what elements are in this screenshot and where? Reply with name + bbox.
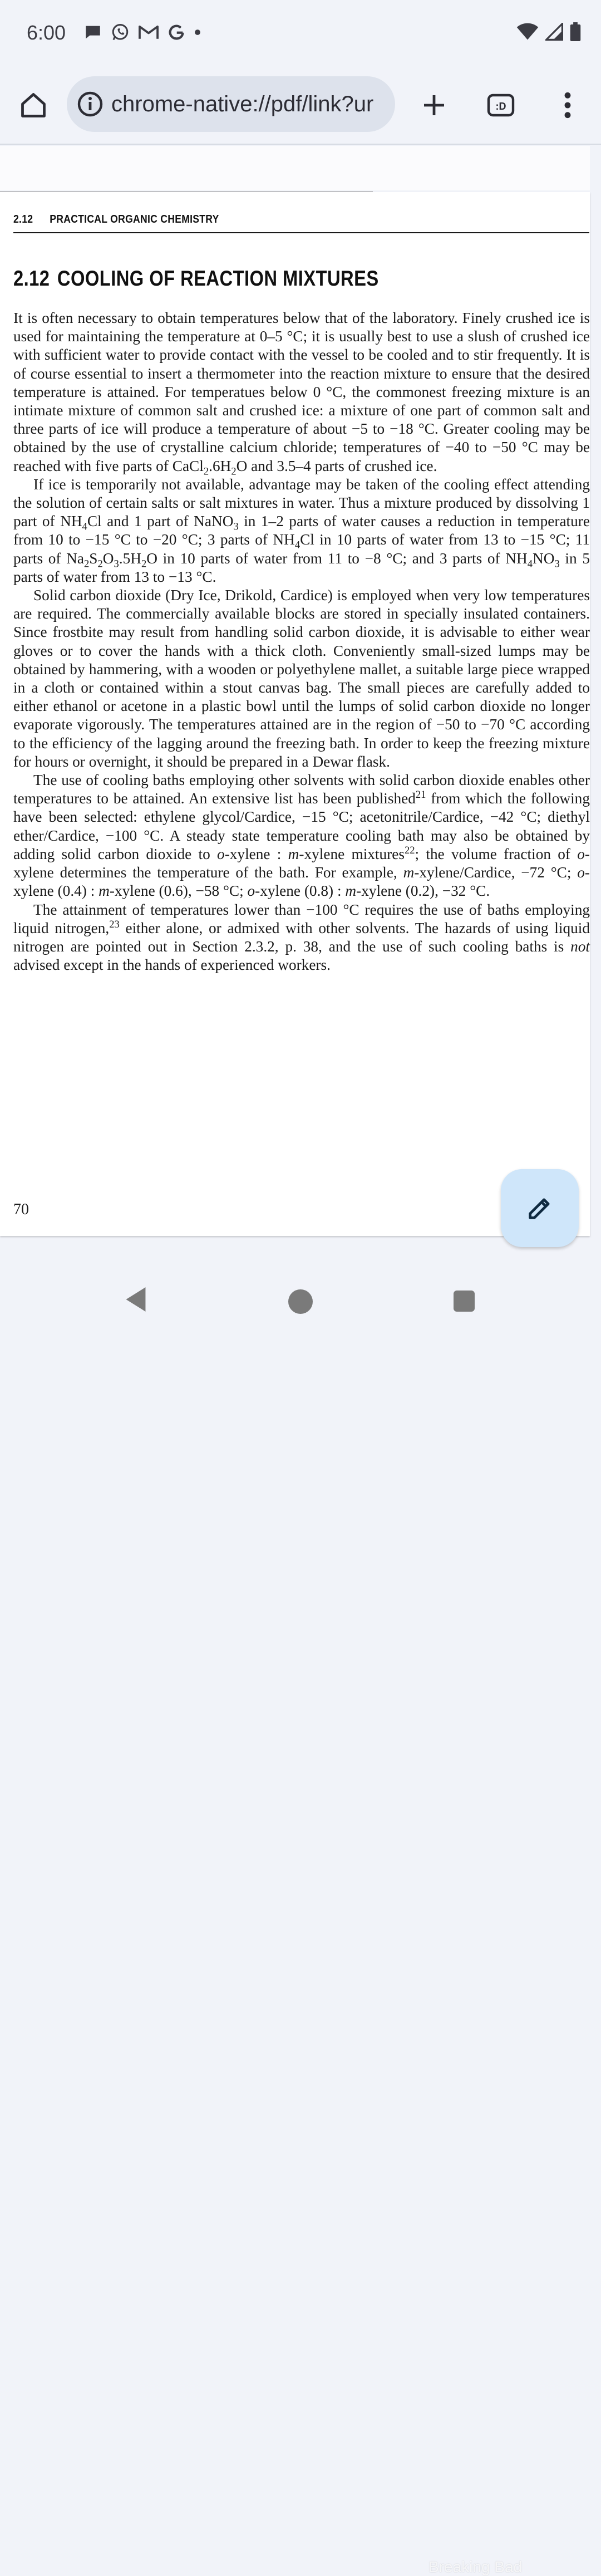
text-run: O in 10 parts of water from 11 to −8 °C; and 3 parts of NH [146, 549, 528, 567]
toolbar-divider [0, 144, 601, 145]
text-run: -xylene (0.6), −58 °C; [109, 882, 248, 900]
overflow-menu-button[interactable] [550, 87, 585, 123]
svg-text::D: :D [495, 101, 506, 112]
battery-icon [570, 22, 581, 41]
text-run: It is often necessary to obtain temperatures below that of the laboratory. Finely crushed ice is used for maintaining the temperature at 0–5 °C; it is usually best to use a slush of crushed ice with sufficient water to provide contact with the vessel to be cooled and to stir frequently. It is of course essential to insert a thermometer into the reaction mixture to ensure that the desired temperature is attained. For temperatues below 0 °C, the commonest freezing mixture is an intimate mixture of common salt and crushed ice: a mixture of one part of common salt and three parts of ice will produce a temperature of about −5 to −18 °C. Greater cooling may be obtained by the use of crystalline calcium chloride; temperatures of −40 to −50 °C may be reached with five parts of CaCl [13, 310, 590, 474]
section-heading [13, 267, 379, 291]
text-run: O [102, 549, 114, 567]
chat-bubble-icon [83, 23, 102, 42]
text-run: S [89, 549, 98, 567]
text-run: 23 [109, 918, 120, 930]
text-run: .5H [119, 549, 141, 567]
paragraph [13, 475, 590, 586]
text-run: in 5 parts of water from 13 to −13 °C. [13, 549, 590, 585]
text-run: 21 [415, 789, 426, 801]
status-bar [0, 0, 601, 70]
text-run: 3 [233, 521, 239, 533]
body-text [13, 309, 590, 974]
running-head-number: 2.12 [13, 213, 33, 225]
text-run: in 1–2 parts of water causes a reduction in temperature from 10 to −15 °C to −20 °C; 3 parts of NH [13, 513, 590, 548]
paragraph [13, 901, 590, 975]
text-run: 2 [203, 465, 209, 478]
text-run: -xylene (0.2), −32 °C. [356, 882, 490, 900]
text-run: Cl and 1 part of NaNO [87, 513, 234, 530]
overflow-menu-icon [562, 91, 573, 119]
signal-icon [545, 23, 563, 41]
paragraph [13, 771, 590, 900]
watermark-text: Breaking Bad [428, 2558, 523, 2575]
text-run: NO [533, 549, 555, 567]
paragraph [13, 309, 590, 478]
url-bar[interactable] [67, 76, 395, 132]
text-run: 4 [527, 558, 533, 570]
gmail-icon [138, 24, 159, 41]
text-run: .6H [209, 457, 231, 474]
text-run: -xylene : [224, 845, 288, 862]
info-icon[interactable] [76, 90, 105, 119]
text-run: advised except in the hands of experienced workers. [13, 956, 331, 974]
google-icon [167, 23, 186, 42]
text-run: 4 [294, 539, 300, 551]
browser-toolbar [0, 70, 601, 145]
text-run: If ice is temporarily not available, advantage may be taken of the cooling effect attending the solution of certain salts or salt mixtures in water. Thus a mixture produced by dissolving 1 part of NH [13, 475, 590, 530]
text-run: m [98, 882, 110, 900]
text-run: -xylene (0.8) : [255, 882, 346, 900]
navigation-bar [0, 1269, 601, 2575]
running-head [13, 213, 219, 226]
text-run: m [345, 882, 357, 900]
tab-switcher-button[interactable] [482, 87, 520, 123]
new-tab-button[interactable] [416, 87, 452, 123]
notification-icons [83, 22, 201, 42]
text-run: 2 [231, 465, 237, 478]
text-run: m [403, 864, 415, 881]
edit-pencil-icon [525, 1194, 554, 1223]
text-run: o [217, 845, 225, 862]
text-run: The attainment of temperatures lower than −100 °C requires the use of baths employing liquid nitrogen, [13, 901, 590, 936]
pdf-page[interactable] [0, 192, 590, 1236]
text-run: 22 [405, 844, 415, 856]
recents-icon[interactable] [454, 1291, 475, 1312]
edit-fab-button[interactable] [501, 1169, 579, 1247]
text-run: ; the volume fraction of [415, 845, 578, 862]
status-time: 6:00 [27, 21, 66, 44]
text-run: -xylene (0.4) : [13, 864, 590, 900]
text-run: Solid carbon dioxide (Dry Ice, Drikold, Cardice) is employed when very low temperatures are required. The commercially available blocks are stored in specially insulated containers. Since frostbite may result from handling solid carbon dioxide, it is advisable to either wear gloves or to cover the hands with a thick cloth. Conveniently small-sized lumps may be obtained by hammering, with a wooden or polyethylene mallet, a suitable large piece wrapped in a cloth or contained within a stout canvas bag. The small pieces are carefully added to either ethanol or acetone in a plastic bowl until the lumps of solid carbon dioxide no longer evaporate vigorously. The temperatures attained are in the region of −50 to −70 °C according to the efficiency of the lagging around the freezing bath. In order to keep the freezing mixture for hours or overnight, it should be prepared in a Dewar flask. [13, 587, 590, 770]
text-run: 3 [114, 558, 119, 570]
text-run: 2 [141, 558, 147, 570]
running-head-title: PRACTICAL ORGANIC CHEMISTRY [50, 213, 219, 225]
text-run: 3 [554, 558, 560, 570]
plus-icon [421, 92, 447, 119]
wifi-icon [516, 23, 539, 41]
text-run: O and 3.5–4 parts of crushed ice. [236, 457, 437, 474]
paragraph [13, 586, 590, 771]
url-text[interactable]: chrome-native://pdf/link?ur [111, 91, 374, 116]
text-run: The use of cooling baths employing other solvents with solid carbon dioxide enables other temperatures to be attained. An extensive list has been published [13, 772, 590, 807]
text-run: not [570, 938, 590, 955]
dot-icon [194, 28, 201, 36]
text-run: 2 [84, 558, 90, 570]
previous-page-fragment [0, 146, 590, 190]
text-run: -xylene determines the temperature of the bath. For example, [13, 845, 590, 881]
text-run: o [247, 882, 255, 900]
text-run: o [577, 845, 585, 862]
text-run: 2 [97, 558, 103, 570]
text-run: Cl in 10 parts of water from 13 to −15 °C; 11 parts of Na [13, 531, 590, 567]
text-run: 4 [82, 521, 87, 533]
system-icons [516, 22, 581, 41]
section-number: 2.12 [13, 267, 50, 291]
tab-switcher-icon [486, 92, 515, 119]
text-run: -xylene mixtures [299, 845, 405, 862]
home-circle-icon[interactable] [288, 1289, 313, 1314]
text-run: o [577, 864, 585, 881]
back-icon[interactable] [124, 1286, 148, 1313]
running-head-rule [13, 232, 589, 233]
home-button[interactable] [16, 87, 51, 123]
text-run: from which the following have been selected: ethylene glycol/Cardice, −15 °C; acetonitrile/Cardice, −42 °C; diethyl ether/Cardice, −100 °C. A steady state temperature cooling bath may also be obtained by adding solid carbon dioxide to [13, 790, 590, 862]
home-icon [19, 91, 48, 120]
text-run: m [288, 845, 299, 862]
page-number: 70 [13, 1201, 29, 1218]
text-run: either alone, or admixed with other solvents. The hazards of using liquid nitrogen are pointed out in Section 2.3.2, p. 38, and the use of such cooling baths is [13, 919, 590, 955]
section-title: COOLING OF REACTION MIXTURES [57, 267, 379, 291]
whatsapp-icon [110, 22, 130, 42]
text-run: -xylene/Cardice, −72 °C; [414, 864, 578, 881]
